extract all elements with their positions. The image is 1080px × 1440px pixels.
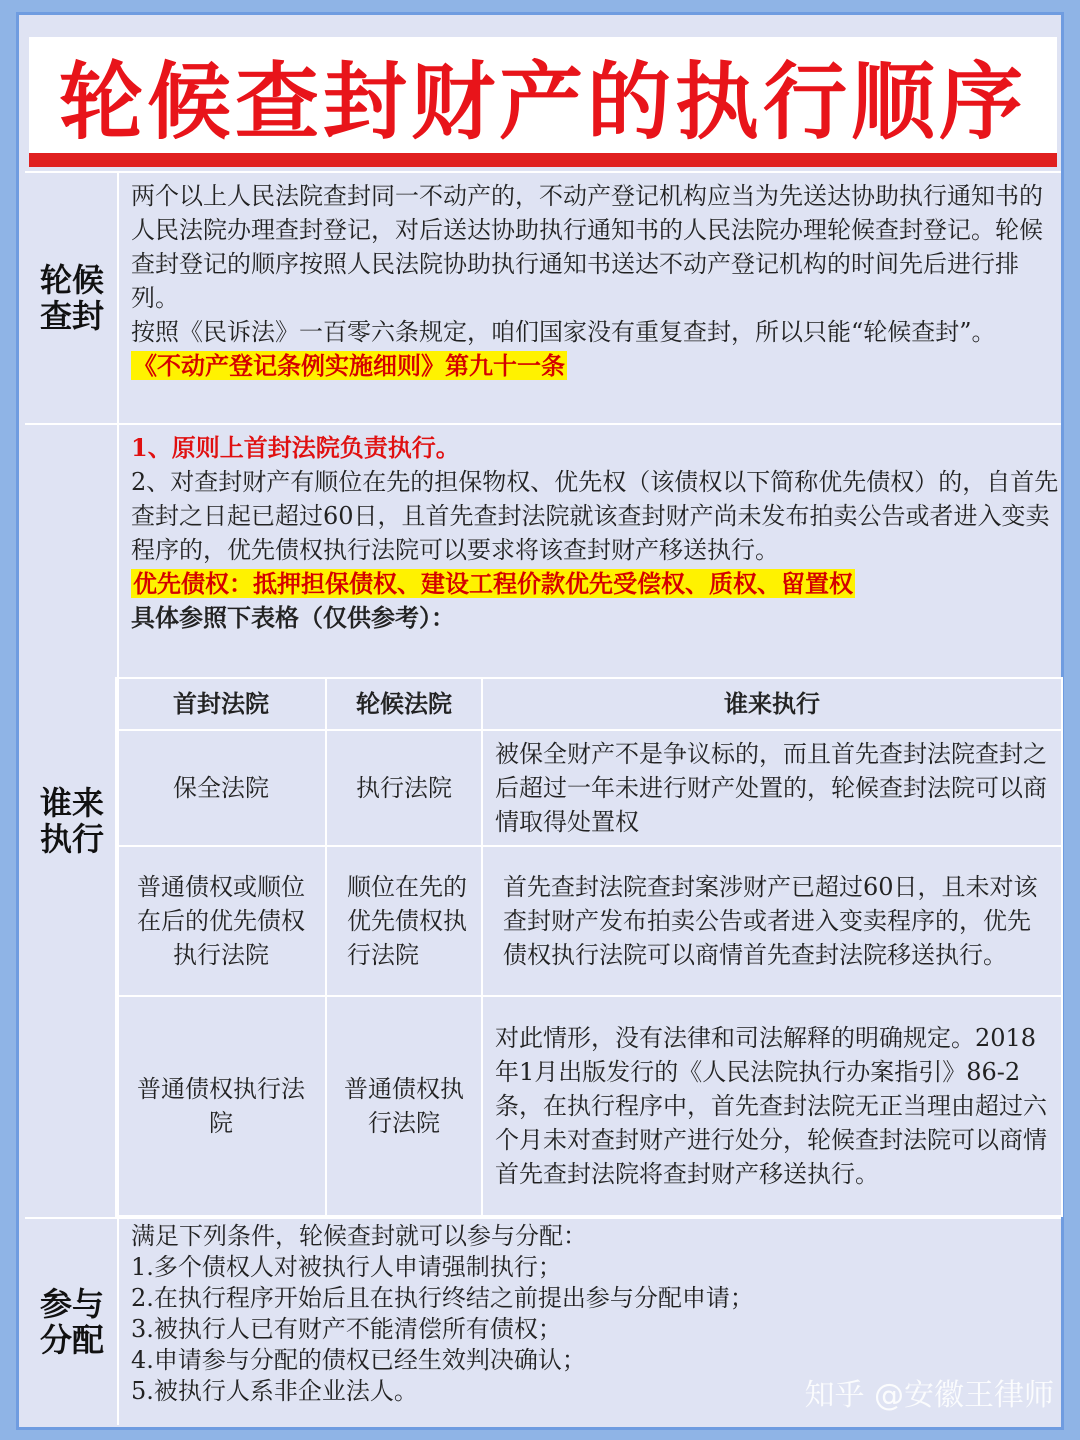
- condition-item: 1.多个债权人对被执行人申请强制执行；: [131, 1253, 562, 1281]
- table-cell: 顺位在先的优先债权执行法院: [326, 846, 482, 996]
- table-header-row: [116, 678, 1062, 730]
- rule-item-2: 2、对查封财产有顺位在先的担保物权、优先权（该债权以下简称优先债权）的，自首先查封之日起已超过60日，且首先查封法院就该查封财产尚未发布拍卖公告或者进入变卖程序的，优先债权执行法院可以要求将该查封财产移送执行。: [131, 468, 1059, 564]
- execution-table: [115, 677, 1063, 1217]
- table-header: 首封法院: [116, 678, 326, 730]
- poster-frame: [16, 12, 1064, 1430]
- section-label-line: 执行: [39, 820, 104, 858]
- section-label-line: 参与: [39, 1285, 104, 1323]
- table-cell: 被保全财产不是争议标的，而且首先查封法院查封之后超过一年未进行财产处置的，轮候查封法院可以商情取得处置权: [482, 730, 1062, 846]
- divider: [117, 1219, 119, 1425]
- page-title: 轮候查封财产的执行顺序: [58, 52, 1027, 151]
- table-row: [116, 996, 1062, 1216]
- priority-highlight: 优先债权：抵押担保债权、建设工程价款优先受偿权、质权、留置权: [133, 569, 853, 598]
- section-label-shuilai: [25, 425, 119, 1217]
- section-label-canyu: [25, 1219, 119, 1425]
- table-cell: 保全法院: [116, 730, 326, 846]
- table-cell: 执行法院: [326, 730, 482, 846]
- title-banner: [29, 37, 1057, 167]
- section-label-line: 谁来: [39, 784, 104, 822]
- table-header: 谁来执行: [482, 678, 1062, 730]
- section-label-line: 查封: [39, 297, 104, 335]
- condition-item: 5.被执行人系非企业法人。: [131, 1377, 418, 1405]
- condition-intro: 满足下列条件，轮候查封就可以参与分配：: [131, 1222, 587, 1250]
- table-row: [116, 730, 1062, 846]
- table-cell: 普通债权或顺位在后的优先债权执行法院: [116, 846, 326, 996]
- table-header: 轮候法院: [326, 678, 482, 730]
- condition-item: 4.申请参与分配的债权已经生效判决确认；: [131, 1346, 586, 1374]
- table-cell: 普通债权执行法院: [326, 996, 482, 1216]
- section-label-line: 轮候: [39, 261, 104, 299]
- section-body-lunhou: [131, 179, 1061, 383]
- condition-item: 2.在执行程序开始后且在执行终结之前提出参与分配申请；: [131, 1284, 754, 1312]
- divider: [25, 171, 1061, 173]
- table-row: [116, 846, 1062, 996]
- section-body-shuilai: [131, 431, 1061, 635]
- table-cell: 对此情形，没有法律和司法解释的明确规定。2018年1月出版发行的《人民法院执行办案指引》86-2条，在执行程序中，首先查封法院无正当理由超过六个月未对查封财产进行处分，轮候查封法院可以商情首先查封法院将查封财产移送执行。: [482, 996, 1062, 1216]
- paragraph: 两个以上人民法院查封同一不动产的，不动产登记机构应当为先送达协助执行通知书的人民法院办理查封登记，对后送达协助执行通知书的人民法院办理轮候查封登记。轮候查封登记的顺序按照人民法院协助执行通知书送达不动产登记机构的时间先后进行排列。: [131, 182, 1043, 312]
- condition-item: 3.被执行人已有财产不能清偿所有债权；: [131, 1315, 562, 1343]
- table-cell: 首先查封法院查封案涉财产已超过60日，且未对该查封财产发布拍卖公告或者进入变卖程序的，优先债权执行法院可以商情首先查封法院移送执行。: [482, 846, 1062, 996]
- table-intro: 具体参照下表格（仅供参考）：: [131, 603, 455, 632]
- rule-item-1: 1、原则上首封法院负责执行。: [131, 433, 460, 462]
- divider: [25, 423, 1061, 425]
- divider: [25, 1217, 1061, 1219]
- section-label-line: 分配: [39, 1321, 104, 1359]
- regulation-highlight: 《不动产登记条例实施细则》第九十一条: [133, 351, 565, 380]
- paragraph: 按照《民诉法》一百零六条规定，咱们国家没有重复查封，所以只能“轮候查封”。: [131, 318, 996, 346]
- source-watermark: 知乎 @安徽王律师: [804, 1378, 1054, 1413]
- divider: [117, 173, 119, 423]
- table-cell: 普通债权执行法院: [116, 996, 326, 1216]
- section-label-lunhou: [25, 173, 119, 423]
